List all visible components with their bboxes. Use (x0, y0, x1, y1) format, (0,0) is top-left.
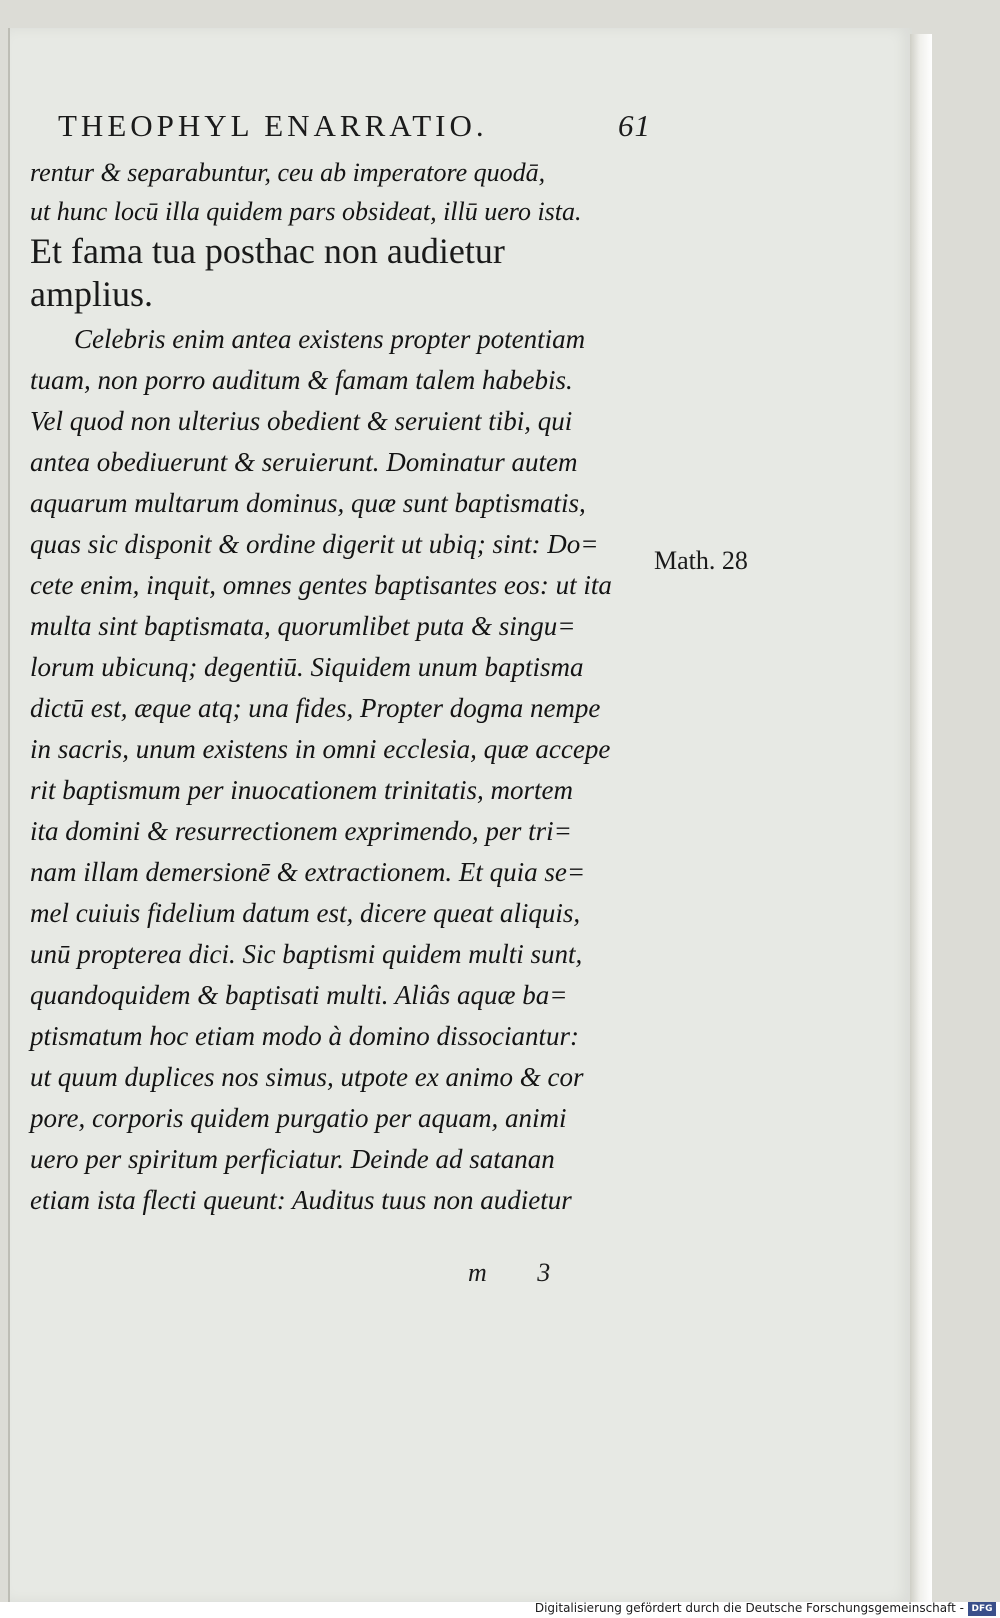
page-number: 61 (618, 108, 651, 143)
text-line: Celebris enim antea existens propter potentiam (74, 324, 586, 354)
text-line: aquarum multarum dominus, quæ sunt baptismatis, (30, 488, 586, 518)
page-edge (910, 34, 932, 1602)
text-line: etiam ista flecti queunt: Auditus tuus non audietur (30, 1185, 572, 1215)
text-line: uero per spiritum perficiatur. Deinde ad satanan (30, 1144, 555, 1174)
running-head (58, 108, 658, 154)
running-head-title: THEOPHYL ENARRATIO. (58, 108, 488, 143)
text-line: ptismatum hoc etiam modo à domino dissociantur: (30, 1021, 579, 1051)
text-line: rit baptismum per inuocationem trinitatis, mortem (30, 775, 573, 805)
dfg-logo-icon: DFG (968, 1602, 996, 1616)
text-line: pore, corporis quidem purgatio per aquam, animi (30, 1103, 567, 1133)
text-line: Vel quod non ulterius obedient & seruient tibi, qui (30, 406, 573, 436)
text-line: tuam, non porro auditum & famam talem habebis. (30, 365, 573, 395)
text-line: dictū est, æque atq; una fides, Propter dogma nempe (30, 693, 601, 723)
text-line: lorum ubicunq; degentiū. Siquidem unum baptisma (30, 652, 584, 682)
text-line: nam illam demersionē & extractionem. Et quia se= (30, 857, 586, 887)
lemma-line: amplius. (30, 274, 153, 314)
text-line: ut hunc locū illa quidem pars obsideat, illū uero ista. (30, 197, 582, 226)
text-line: quas sic disponit & ordine digerit ut ubiq; sint: Do= (30, 529, 599, 559)
text-line: in sacris, unum existens in omni ecclesia, quæ accepe (30, 734, 611, 764)
signature-mark: m 3 (468, 1258, 573, 1287)
text-line: antea obediuerunt & seruierunt. Dominatur autem (30, 447, 578, 477)
text-line: rentur & separabuntur, ceu ab imperatore quodā, (30, 158, 546, 187)
text-line: ita domini & resurrectionem exprimendo, per tri= (30, 816, 572, 846)
margin-note: Math. 28 (654, 546, 748, 575)
footer-credit: Digitalisierung gefördert durch die Deutsche Forschungsgemeinschaft - (534, 1601, 964, 1615)
text-line: ut quum duplices nos simus, utpote ex animo & cor (30, 1062, 584, 1092)
text-line: mel cuiuis fidelium datum est, dicere queat aliquis, (30, 898, 581, 928)
text-line: multa sint baptismata, quorumlibet puta & singu= (30, 611, 576, 641)
text-line: quandoquidem & baptisati multi. Aliâs aquæ ba= (30, 980, 568, 1010)
lemma-line: Et fama tua posthac non audietur (30, 231, 505, 271)
text-line: unū propterea dici. Sic baptismi quidem multi sunt, (30, 939, 583, 969)
text-line: cete enim, inquit, omnes gentes baptisantes eos: ut ita (30, 570, 612, 600)
